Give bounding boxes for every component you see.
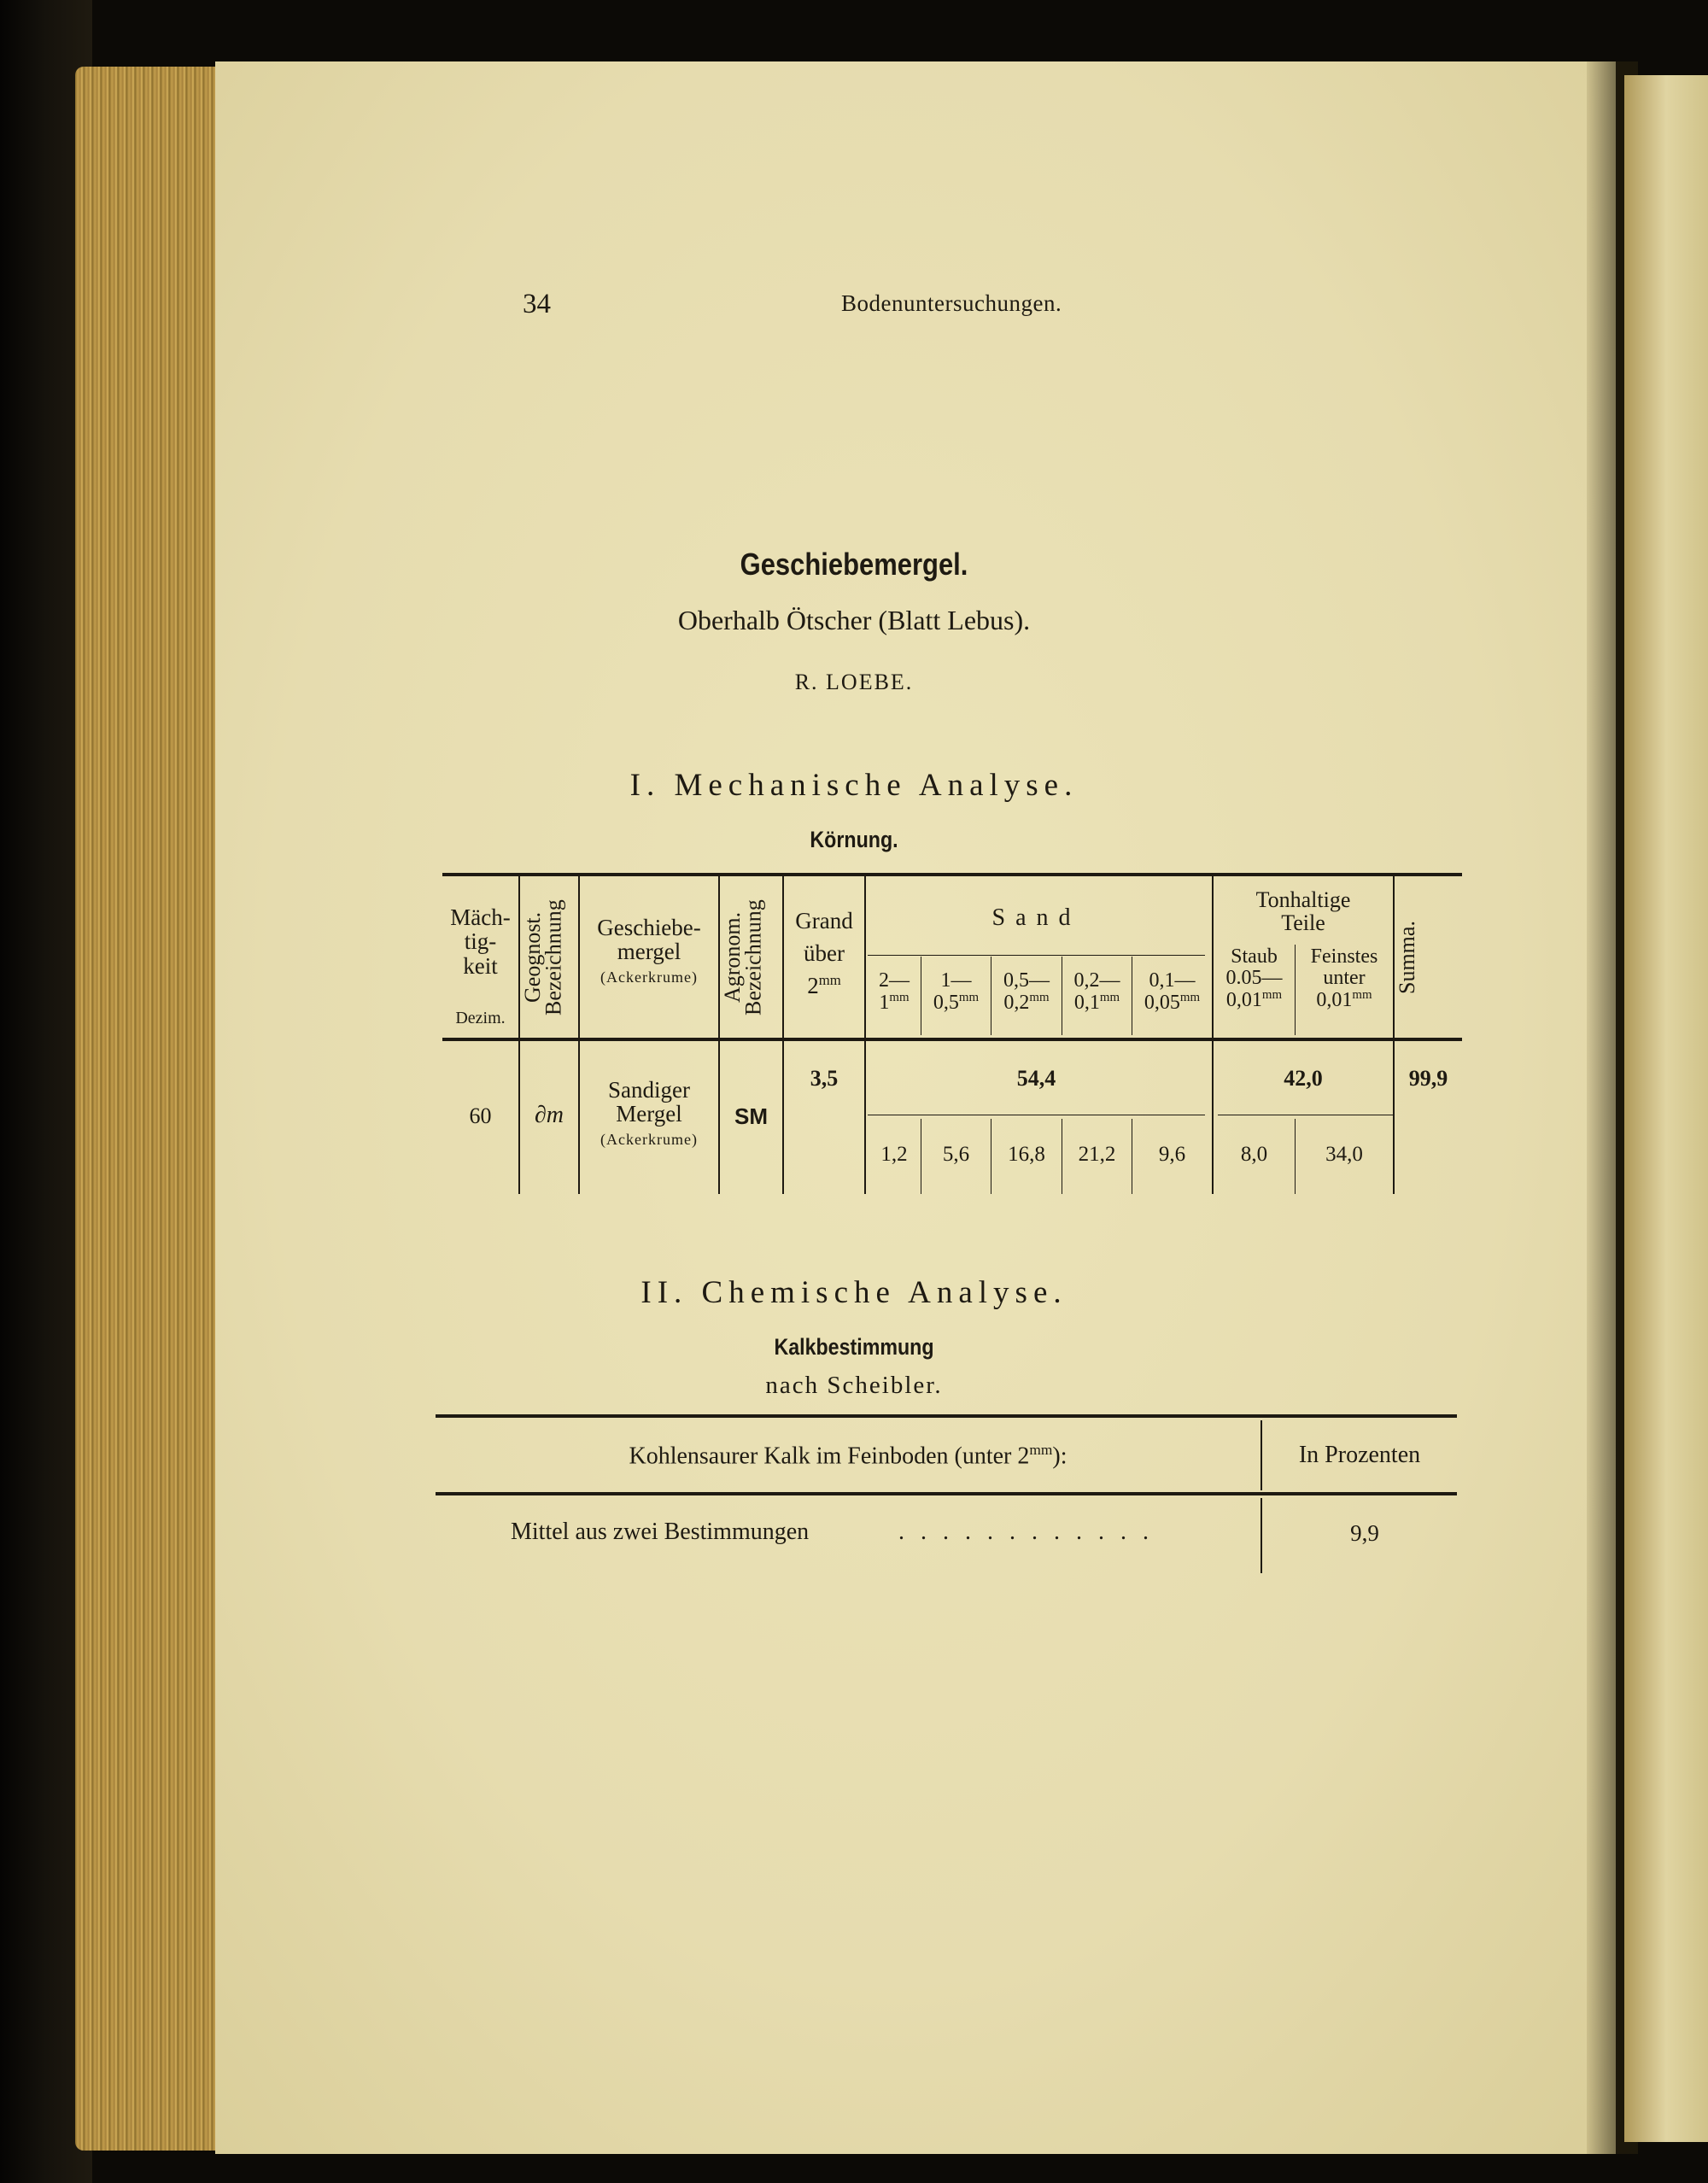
cell-sand-total: 54,4 bbox=[1016, 1066, 1056, 1091]
table2-row-label: Mittel aus zwei Bestimmungen bbox=[511, 1519, 810, 1545]
cell-ton-value: 34,0 bbox=[1325, 1143, 1363, 1166]
section2-heading: II. Chemische Analyse. bbox=[640, 1275, 1068, 1310]
cell-ton-value: 8,0 bbox=[1240, 1143, 1268, 1166]
author: R. LOEBE. bbox=[794, 670, 914, 694]
col-divider bbox=[864, 876, 866, 1194]
next-page-edge bbox=[1624, 75, 1708, 2142]
header-summa: Summa. bbox=[1395, 921, 1419, 994]
table2-row-value: 9,9 bbox=[1350, 1520, 1379, 1546]
header-feinstes: Feinstes unter $0,01^{mm}$ bbox=[1310, 945, 1378, 1012]
table2-top-rule bbox=[436, 1414, 1457, 1418]
table2-header-rule bbox=[436, 1492, 1457, 1495]
cell-sand-value: 5,6 bbox=[942, 1143, 970, 1166]
header-geschiebemergel: Geschiebe- mergel (Ackerkrume) bbox=[597, 915, 701, 986]
header-maechtigkeit: Mäch- tig- keit bbox=[450, 904, 511, 979]
sand-subheader-rule bbox=[868, 955, 1205, 956]
book-page bbox=[215, 61, 1616, 2154]
header-sand-fraction-1: 2— $1^{mm}$ bbox=[879, 969, 910, 1015]
cell-sand-value: 1,2 bbox=[880, 1143, 908, 1166]
header-sand-fraction-5: 0,1— $0,05^{mm}$ bbox=[1144, 969, 1201, 1015]
page-title: Geschiebemergel. bbox=[740, 547, 968, 582]
running-head: Bodenuntersuchungen. bbox=[841, 290, 1062, 316]
cell-maechtigkeit: 60 bbox=[469, 1103, 492, 1128]
cell-geognost: ∂m bbox=[534, 1102, 564, 1128]
header-staub: Staub 0.05— $0,01^{mm}$ bbox=[1225, 945, 1283, 1012]
page-number: 34 bbox=[523, 289, 551, 319]
table-top-rule bbox=[442, 873, 1462, 876]
cell-name: Sandiger Mergel (Ackerkrume) bbox=[600, 1077, 698, 1148]
section1-subheading: Körnung. bbox=[810, 827, 898, 852]
section2-method: nach Scheibler. bbox=[765, 1372, 943, 1399]
header-sand-fraction-4: 0,2— $0,1^{mm}$ bbox=[1073, 969, 1120, 1015]
book-page-edges bbox=[75, 67, 225, 2151]
cell-sand-value: 16,8 bbox=[1008, 1143, 1045, 1166]
header-tonhaltige: Tonhaltige Teile bbox=[1255, 887, 1351, 936]
cell-ton-total: 42,0 bbox=[1284, 1066, 1323, 1091]
header-geognost: Geognost. Bezeichnung bbox=[520, 899, 566, 1015]
cell-summa: 99,9 bbox=[1408, 1066, 1448, 1091]
cell-sand-value: 21,2 bbox=[1078, 1143, 1116, 1166]
subtitle: Oberhalb Ötscher (Blatt Lebus). bbox=[677, 605, 1031, 635]
section2-subheading: Kalkbestimmung bbox=[774, 1334, 934, 1360]
cell-grand: 3,5 bbox=[810, 1066, 839, 1091]
section1-heading: I. Mechanische Analyse. bbox=[629, 768, 1079, 803]
table2-row-dots: . . . . . . . . . . . . bbox=[898, 1519, 1154, 1545]
table2-header-left: Kohlensaurer Kalk im Feinboden (unter $2^{mm}$): bbox=[629, 1442, 1068, 1470]
header-sand: Sand bbox=[991, 904, 1081, 931]
table2-header-right: In Prozenten bbox=[1298, 1442, 1421, 1468]
header-maechtigkeit-unit: Dezim. bbox=[455, 1009, 506, 1027]
cell-agronom: SM bbox=[734, 1103, 768, 1129]
cell-sand-value: 9,6 bbox=[1158, 1143, 1186, 1166]
header-agronom: Agronom. Bezeichnung bbox=[720, 899, 766, 1015]
table-header-rule bbox=[442, 1038, 1462, 1041]
header-grand: Grand über $2^{mm}$ bbox=[795, 908, 853, 998]
header-sand-fraction-3: 0,5— $0,2^{mm}$ bbox=[1003, 969, 1050, 1015]
header-sand-fraction-2: 1— $0,5^{mm}$ bbox=[933, 969, 980, 1015]
